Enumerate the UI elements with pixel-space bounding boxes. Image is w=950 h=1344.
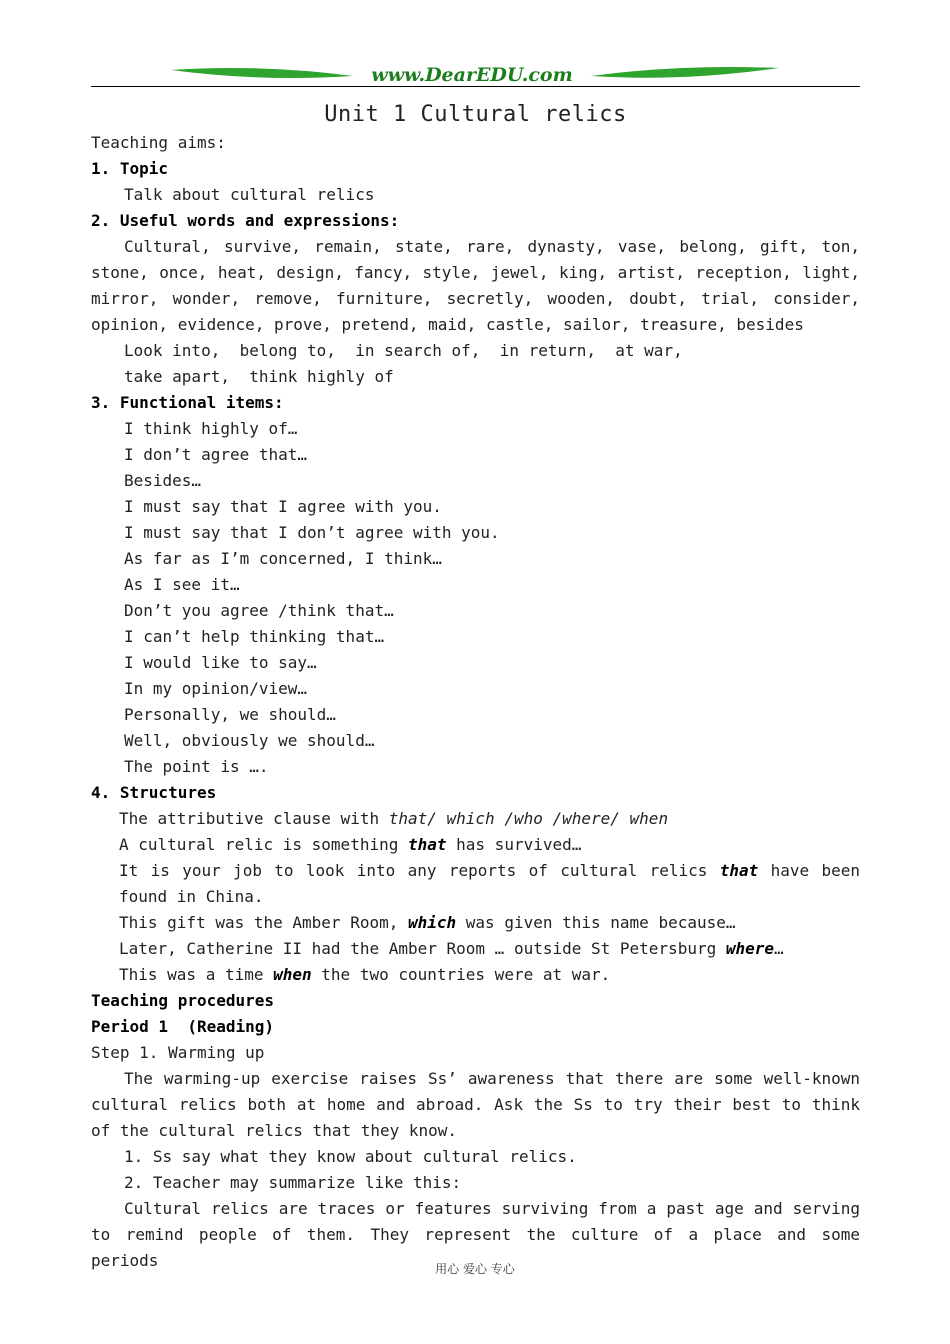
structure-text: This was a time <box>119 965 274 984</box>
structure-text: have been <box>758 861 860 880</box>
functional-item: I think highly of… <box>124 419 298 438</box>
functional-item: As I see it… <box>124 575 240 594</box>
functional-item: As far as I’m concerned, I think… <box>124 549 442 568</box>
functional-heading: 3. Functional items: <box>91 393 284 412</box>
functional-item: In my opinion/view… <box>124 679 308 698</box>
words-line: stone, once, heat, design, fancy, style, jewel, king, artist, reception, light, <box>91 263 860 282</box>
functional-item: Besides… <box>124 471 202 490</box>
structure-example-cont: found in China. <box>119 887 264 906</box>
functional-item: I can’t help thinking that… <box>124 627 385 646</box>
paragraph-line: cultural relics both at home and abroad. Ask the Ss to try their best to think <box>91 1095 860 1114</box>
structure-text: … <box>774 939 784 958</box>
aims-label: Teaching aims: <box>91 133 226 152</box>
structure-text: was given this name because… <box>456 913 736 932</box>
structure-text: has survived… <box>446 835 582 854</box>
numbered-item: 2. Teacher may summarize like this: <box>124 1173 462 1192</box>
right-swoosh-icon <box>591 67 779 78</box>
structure-example <box>91 832 860 858</box>
functional-item: Personally, we should… <box>124 705 336 724</box>
structure-keyword: when <box>273 965 312 984</box>
structure-keyword: where <box>725 939 775 958</box>
words-heading: 2. Useful words and expressions: <box>91 211 400 230</box>
structure-intro <box>91 806 860 832</box>
step-heading: Step 1. Warming up <box>91 1043 265 1062</box>
left-swoosh-icon <box>171 68 353 78</box>
structure-example <box>91 962 860 988</box>
topic-text: Talk about cultural relics <box>124 185 375 204</box>
structure-text: Later, Catherine II had the Amber Room … outside St Petersburg <box>119 939 726 958</box>
functional-item: The point is …. <box>124 757 269 776</box>
functional-item: Don’t you agree /think that… <box>124 601 394 620</box>
page-footer: 用心 爱心 专心 <box>435 1262 515 1276</box>
words-line: mirror, wonder, remove, furniture, secretly, wooden, doubt, trial, consider, <box>91 289 860 308</box>
phrases-line: Look into, belong to, in search of, in return, at war, <box>124 341 683 360</box>
structure-text: The attributive clause with <box>119 809 389 828</box>
structure-keyword: which <box>407 913 457 932</box>
functional-item: I would like to say… <box>124 653 317 672</box>
page-title: Unit 1 Cultural relics <box>324 102 627 127</box>
period-heading: Period 1 (Reading) <box>91 1017 275 1036</box>
header-rule <box>91 86 860 87</box>
structure-example <box>91 910 860 936</box>
structure-keyword: that/ which /who /where/ when <box>388 809 669 828</box>
paragraph-line: of the cultural relics that they know. <box>91 1121 458 1140</box>
structure-text: the two countries were at war. <box>311 965 611 984</box>
words-line: Cultural, survive, remain, state, rare, dynasty, vase, belong, gift, ton, <box>124 237 860 256</box>
words-line: opinion, evidence, prove, pretend, maid, castle, sailor, treasure, besides <box>91 315 804 334</box>
topic-heading: 1. Topic <box>91 159 169 178</box>
functional-item: I must say that I agree with you. <box>124 497 442 516</box>
site-logo-text: www.DearEDU.com <box>371 64 573 86</box>
functional-item: I must say that I don’t agree with you. <box>124 523 500 542</box>
structure-example <box>91 858 860 884</box>
numbered-item: 1. Ss say what they know about cultural relics. <box>124 1147 577 1166</box>
functional-item: I don’t agree that… <box>124 445 308 464</box>
procedures-heading: Teaching procedures <box>91 991 275 1010</box>
structure-keyword: that <box>407 835 447 854</box>
structures-heading: 4. Structures <box>91 783 217 802</box>
structure-keyword: that <box>719 861 759 880</box>
paragraph-line: to remind people of them. They represent the culture of a place and some periods <box>91 1225 860 1270</box>
structure-example <box>91 936 860 962</box>
paragraph-line: Cultural relics are traces or features surviving from a past age and serving <box>124 1199 860 1218</box>
structure-text: This gift was the Amber Room, <box>119 913 408 932</box>
structure-text: A cultural relic is something <box>119 835 408 854</box>
phrases-line: take apart, think highly of <box>124 367 394 386</box>
structure-text: It is your job to look into any reports of cultural relics <box>119 861 720 880</box>
paragraph-line: The warming-up exercise raises Ss’ awareness that there are some well-known <box>124 1069 860 1088</box>
functional-item: Well, obviously we should… <box>124 731 375 750</box>
